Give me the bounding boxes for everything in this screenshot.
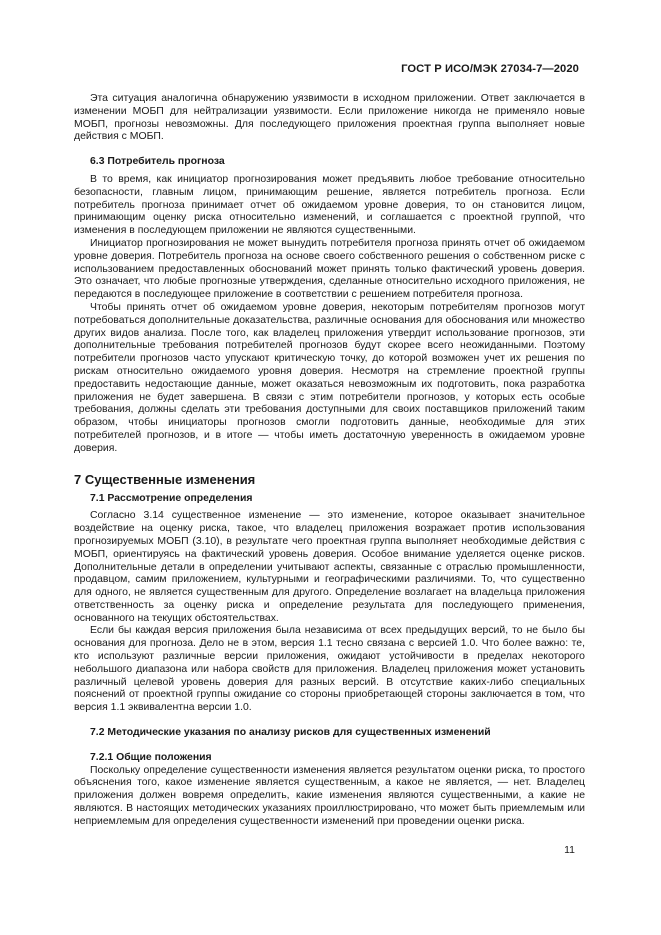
section-7-1-paragraph-1: Согласно 3.14 существенное изменение — это изменение, которое оказывает значительное воздействие на оценку риска, такое, что владелец приложения возражает против использования прогнозируемых МОБП (3.10), в результате чего проектная группа выполняет необходимые действия с МОБП, ориентируясь на фактический уровень доверия. Особое внимание уделяется оценке рисков. Дополнительные детали в определении учитывают аспекты, связанные с отраслью промышленности, продавцом, самим приложением, культурными и географическими различиями. То, что существенно для одного, не является существенным для другого. Определение возлагает на владельца приложения ответственность за оценку риска и определение результата для последующего применения, основанного на текущих обстоятельствах. <box>74 510 585 624</box>
intro-paragraph: Эта ситуация аналогична обнаружению уязвимости в исходном приложении. Ответ заключается в изменении МОБП для нейтрализации уязвимости. Если приложение никогда не применяло новые МОБП, прогнозы невозможны. Для последующего приложения проектная группа выполняет новые действия с МОБП. <box>74 93 585 143</box>
section-6-3-paragraph-1: В то время, как инициатор прогнозирования может предъявить любое требование относительно безопасности, главным лицом, принимающим решение, является потребитель прогноза. Если потребитель прогноза принимает отчет об ожидаемом уровне доверия, то он становится лицом, принимающим оценку риска относительно изменений, и соглашается с проектной группой, что изменения в последующем приложении не являются существенными. <box>74 173 585 237</box>
section-6-3-paragraph-3: Чтобы принять отчет об ожидаемом уровне доверия, некоторым потребителям прогнозов могут потребоваться дополнительные доказательства, различные основания для обоснования или множество других видов анализа. После того, как владелец приложения утвердит использование прогнозов, эти дополнительные требования потребителей прогнозов будут скорее всего неожиданными. Поэтому потребители прогнозов часто упускают критическую точку, до которой возможен учет их решения по рискам относительно ожидаемого уровня доверия. Несмотря на стремление проектной группы предоставить недостающие данные, может оказаться невозможным их подготовить, пока разработка приложения не будет завершена. В связи с этим потребители прогнозов, у которых есть особые требования, должны сделать эти требования доступными для своих поставщиков приложений таким образом, чтобы инициаторы прогнозов смогли подготовить данные, необходимые для этих потребителей прогнозов, и в итоге — чтобы иметь достаточную уверенность в ожидаемом уровне доверия. <box>74 301 585 454</box>
document-body <box>74 93 585 829</box>
section-7-1-paragraph-2: Если бы каждая версия приложения была независима от всех предыдущих версий, то не было бы основания для прогноза. Дело не в этом, версия 1.1 тесно связана с версией 1.0. Что более важно: те, кто используют различные версии приложения, ожидают устойчивости в пределах некоторого небольшого диапазона или набора свойств для приложения. Владелец приложения может установить различный целевой уровень доверия для разных версий. В отсутствие каких-либо специальных пояснений от проектной группы ожидание со стороны приобретающей стороны заключается в том, что версия 1.1 эквивалентна версии 1.0. <box>74 625 585 714</box>
section-7-2-1-heading: 7.2.1 Общие положения <box>90 751 212 763</box>
section-7-heading: 7 Существенные изменения <box>74 471 256 487</box>
section-7-2-1-paragraph-1: Поскольку определение существенности изменения является результатом оценки риска, то простого объяснения того, какое изменение является существенным, а какое не является, — нет. Владелец приложения должен вовремя определить, какие изменения являются существенными, а какие не являются. В настоящих методических указаниях проиллюстрировано, что может быть приемлемым или неприемлемым для определения существенности изменений при проведении оценки риска. <box>74 764 585 827</box>
section-7-1-heading: 7.1 Рассмотрение определения <box>90 492 253 504</box>
page-number: 11 <box>564 845 575 856</box>
section-7-2-heading: 7.2 Методические указания по анализу рисков для существенных изменений <box>90 727 491 739</box>
section-6-3-heading: 6.3 Потребитель прогноза <box>90 156 225 168</box>
document-code-header: ГОСТ Р ИСО/МЭК 27034-7—2020 <box>401 63 579 75</box>
section-6-3-paragraph-2: Инициатор прогнозирования не может вынудить потребителя прогноза принять отчет об ожидаемом уровне доверия. Потребитель прогноза на основе своего собственного решения о собственном риске с использованием предоставленных обоснований может принять только фактический уровень доверия. Это означает, что любые прогнозные утверждения, сделанные относительно исходного приложения, не передаются в последующее приложение в соответствии с решением потребителя прогноза. <box>74 237 585 301</box>
